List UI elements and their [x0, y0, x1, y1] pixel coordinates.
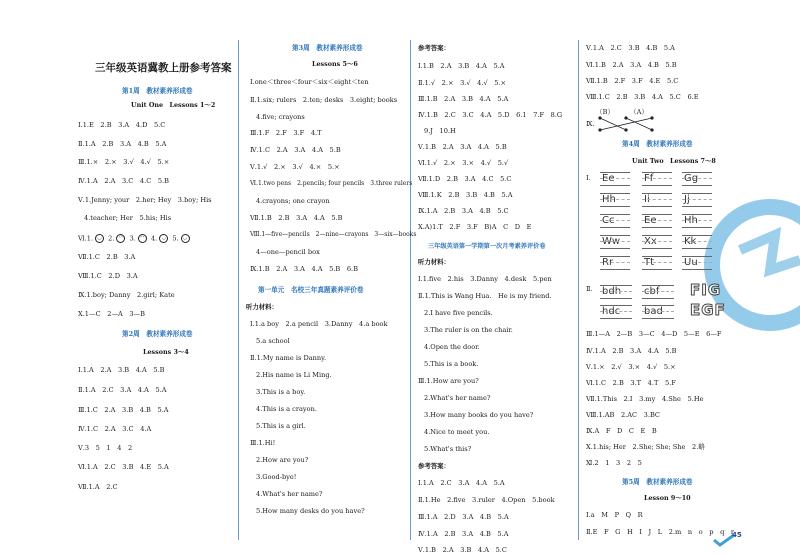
answer-line: Ⅶ.1.C 2.B 3.A — [78, 253, 136, 261]
answer-line: Ⅱ.1.He 2.five 3.ruler 4.Open 5.book — [418, 496, 555, 504]
smile-icon: ◡ — [95, 234, 104, 243]
page-title: 三年级英语冀教上册参考答案 — [95, 62, 232, 74]
answer-line: Ⅶ.1.This 2.I 3.my 4.She 5.He — [586, 395, 704, 403]
answer-line: Ⅲ.1.A 2.D 3.A 4.B 5.A — [418, 513, 509, 521]
week2-heading: 第2周 教材素养形成卷 — [122, 330, 193, 338]
answer-line: Ⅵ.1.A 2.C 3.B 4.E 5.A — [78, 463, 169, 471]
answer-line: Ⅱ.1.√ 2.× 3.√ 4.√ 5.× — [418, 79, 507, 87]
answer-line: Ⅲ.1—A 2—B 3—C 4—D 5—E 6—F — [586, 330, 722, 338]
column-divider — [578, 40, 579, 540]
lessons34-heading: Lessons 3～4 — [143, 348, 189, 356]
answer-line: Ⅰ.1.A 2.A 3.B 4.A 5.B — [78, 366, 165, 374]
smiley-label: Ⅵ.1. — [78, 234, 94, 243]
handwriting-cell: bdh — [600, 285, 632, 299]
exam-heading: 三年级英语第一学期第一次月考素养评价卷 — [428, 243, 546, 250]
listening-material-label: 听力材料： — [418, 258, 450, 266]
answer-line: Ⅱ.1.My name is Danny. — [250, 354, 327, 362]
handwriting-cell: Xx — [642, 235, 672, 249]
frown-icon: ◠ — [138, 234, 147, 243]
outlined-letters: FIG — [690, 281, 722, 299]
answer-line: Ⅴ.3 5 1 4 2 — [78, 444, 133, 452]
answer-line: Ⅱ.1.A 2.B 3.A 4.B 5.A — [78, 140, 167, 148]
answer-line: 5.This is a girl. — [256, 422, 306, 430]
writing-label: Ⅰ. — [586, 174, 591, 182]
answer-line: Ⅵ.1.C 2.B 3.T 4.T 5.F — [586, 379, 676, 387]
handwriting-cell: Rr — [600, 256, 630, 270]
week5-heading: 第5周 教材素养形成卷 — [622, 478, 693, 486]
handwriting-cell: Ee — [642, 214, 672, 228]
matching-b-label: （B） — [596, 108, 615, 116]
answer-line: Ⅰ.a M P Q R — [586, 511, 643, 519]
answer-line: 4.This is a crayon. — [256, 405, 317, 413]
handwriting-cell: Ii — [642, 193, 672, 207]
answer-line: Ⅷ.1.AB 2.AC 3.BC — [586, 411, 660, 419]
answer-line: Ⅰ.1.E 2.B 3.A 4.D 5.C — [78, 121, 166, 129]
answer-line: 4.What's her name? — [256, 490, 323, 498]
answer-line: Ⅸ.A F D C E B — [586, 427, 657, 435]
matching-a-label: （A） — [630, 108, 648, 116]
handwriting-cell: Ee — [600, 172, 630, 186]
exam-heading: 第一单元 名校三年真题素养评价卷 — [258, 286, 364, 294]
handwriting-cell: Hh — [600, 193, 630, 207]
answer-line: Ⅲ.1.Hi! — [250, 439, 276, 447]
answer-line: Ⅶ.1.A 2.C — [78, 483, 118, 491]
answer-line: Ⅴ.1.A 2.C 3.B 4.B 5.A — [586, 44, 675, 52]
answer-line: 3.Good-bye! — [256, 473, 297, 481]
answer-line: Ⅳ.1.A 2.B 3.A 4.A 5.B — [586, 347, 677, 355]
reference-answer-label: 参考答案： — [418, 44, 450, 52]
answer-line: Ⅰ.1.B 2.A 3.B 4.A 5.A — [418, 62, 505, 70]
answer-line: Ⅹ.A)1.T 2.F 3.F B)A C D E — [418, 223, 532, 231]
answer-line: Ⅰ.one＜three＜four＜six＜eight＜ten — [250, 78, 369, 86]
smiley-num: 2. — [108, 234, 115, 243]
column-divider — [410, 40, 411, 540]
matching-lines — [596, 114, 666, 136]
handwriting-cell: Kk — [682, 235, 712, 249]
answer-line: 5.What's this? — [424, 445, 472, 453]
answer-line: Ⅶ.1.B 2.B 3.A 4.A 5.B — [250, 214, 343, 222]
smiley-answer-line — [78, 234, 192, 243]
answer-line: 4.Nice to meet you. — [424, 428, 490, 436]
answer-line: Ⅰ.1.five 2.his 3.Danny 4.desk 5.pen — [418, 275, 552, 283]
matching-label: Ⅸ. — [586, 120, 595, 128]
answer-line: Ⅲ.1.C 2.A 3.B 4.B 5.A — [78, 406, 169, 414]
writing2-label: Ⅱ. — [586, 285, 593, 293]
answer-line: 4.Open the door. — [424, 343, 480, 351]
handwriting-cell: Jj — [682, 193, 712, 207]
answer-line: Ⅹ.1.his; Her 2.She; She; She 2.略 — [586, 443, 705, 451]
answer-line: Ⅷ.1.C 2.D 3.A — [78, 272, 138, 280]
answer-line: Ⅸ.1.A 2.B 3.A 4.B 5.C — [418, 207, 509, 215]
page-number: 45 — [732, 531, 742, 539]
answer-line: Ⅰ.1.A 2.C 3.A 4.A 5.A — [418, 479, 505, 487]
handwriting-cell: Ff — [642, 172, 672, 186]
handwriting-cell: bad — [642, 305, 674, 319]
answer-line: 2.His name is Li Ming. — [256, 371, 332, 379]
answer-line: Ⅲ.1.F 2.F 3.F 4.T — [250, 129, 322, 137]
answer-line: Ⅴ.1.B 2.A 3.A 4.A 5.B — [418, 143, 507, 151]
answer-line: Ⅲ.1.B 2.A 3.B 4.A 5.A — [418, 95, 509, 103]
column-divider — [238, 40, 239, 540]
smile-icon: ◡ — [181, 234, 190, 243]
column-4 — [582, 0, 800, 556]
answer-line: Ⅹ.1—C 2—A 3—B — [78, 310, 145, 318]
week4-heading: 第4周 教材素养形成卷 — [622, 140, 693, 148]
answer-line: 2.What's her name? — [424, 394, 491, 402]
handwriting-cell: Uu — [682, 256, 712, 270]
answer-line: Ⅱ.1.This is Wang Hua. He is my friend. — [418, 292, 552, 300]
answer-line: Ⅱ.1.A 2.C 3.A 4.A 5.A — [78, 386, 167, 394]
answer-line: 4—one—pencil box — [256, 248, 320, 256]
answer-line: Ⅴ.1.× 2.√ 3.× 4.√ 5.× — [586, 363, 676, 371]
answer-line: Ⅶ.1.D 2.B 3.A 4.C 5.C — [418, 175, 512, 183]
answer-line: Ⅶ.1.B 2.F 3.F 4.E 5.C — [586, 77, 679, 85]
unit2-heading: Unit Two Lessons 7～8 — [632, 157, 716, 165]
week1-heading: 第1周 教材素养形成卷 — [122, 87, 193, 95]
answer-line: Ⅳ.1.A 2.B 3.A 4.B 5.A — [418, 530, 509, 538]
answer-line: Ⅴ.1.B 2.A 3.B 4.A 5.C — [418, 546, 507, 554]
answer-line: Ⅵ.1.B 2.A 3.A 4.B 5.B — [586, 61, 677, 69]
smiley-num: 4. — [150, 234, 158, 243]
handwriting-cell: Tt — [642, 256, 672, 270]
answer-line: 2.I have five pencils. — [424, 309, 493, 317]
answer-line: 5.a school — [256, 337, 290, 345]
handwriting-cell: Cc — [600, 214, 630, 228]
handwriting-cell: hdc — [600, 305, 632, 319]
answer-line: Ⅷ.1.C 2.B 3.B 4.A 5.C 6.E — [586, 93, 699, 101]
handwriting-cell: cbf — [642, 285, 674, 299]
week3-heading: 第3周 教材素养形成卷 — [292, 44, 363, 52]
answer-line: Ⅴ.1.√ 2.× 3.√ 4.× 5.× — [250, 163, 340, 171]
answer-line: Ⅳ.1.C 2.A 3.A 4.A 5.B — [250, 146, 341, 154]
answer-line: Ⅵ.1.two pens 2.pencils; four pencils 3.three rulers — [250, 180, 413, 187]
handwriting-cell: Hh — [682, 214, 712, 228]
answer-line: Ⅺ.2 1 3 2 5 — [586, 459, 642, 467]
answer-line: 5.This is a book. — [424, 360, 479, 368]
smiley-num: 5. — [172, 234, 179, 243]
unit1-heading: Unit One Lessons 1～2 — [131, 101, 216, 109]
listening-material-label: 听力材料： — [246, 303, 278, 311]
answer-line: Ⅳ.1.B 2.C 3.C 4.A 5.D 6.1 7.F 8.G — [418, 111, 563, 119]
reference-answer-label: 参考答案： — [418, 462, 450, 470]
answer-line: 4.five; crayons — [256, 113, 305, 121]
answer-line: 9.J 10.H — [424, 127, 456, 135]
frown-icon: ◠ — [116, 234, 125, 243]
lessons910-heading: Lesson 9～10 — [644, 494, 691, 502]
answer-line: Ⅴ.1.Jenny; your 2.her; Hey 3.boy; His — [78, 196, 212, 204]
answer-line: Ⅰ.1.a boy 2.a pencil 3.Danny 4.a book — [250, 320, 388, 328]
answer-line: Ⅳ.1.C 2.A 3.C 4.A — [78, 425, 152, 433]
answer-line: 3.The ruler is on the chair. — [424, 326, 513, 334]
column-2 — [242, 0, 417, 556]
answer-line: Ⅸ.1.boy; Danny 2.girl; Kate — [78, 291, 175, 299]
smiley-num: 3. — [129, 234, 136, 243]
answer-line: Ⅸ.1.B 2.A 3.A 4.A 5.B 6.B — [250, 265, 358, 273]
handwriting-cell: Gg — [682, 172, 712, 186]
answer-line: 3.This is a boy. — [256, 388, 306, 396]
column-1 — [0, 0, 236, 556]
answer-line: Ⅷ.1—five—pencils 2—nine—crayons 3—six—books — [250, 231, 417, 238]
smile-icon: ◡ — [159, 234, 168, 243]
answer-line: 4.teacher; Her 5.his; His — [84, 214, 172, 222]
answer-line: 3.How many books do you have? — [424, 411, 534, 419]
answer-line: 2.How are you? — [256, 456, 309, 464]
answer-line: Ⅳ.1.A 2.A 3.C 4.C 5.B — [78, 177, 169, 185]
answer-line: Ⅱ.1.six; rulers 2.ten; desks 3.eight; books — [250, 96, 398, 104]
answer-line: Ⅱ.E F G H I J L 2.m n o p q r — [586, 528, 735, 536]
answer-line: 5.How many desks do you have? — [256, 507, 365, 515]
answer-line: Ⅲ.1.× 2.× 3.√ 4.√ 5.× — [78, 158, 170, 166]
handwriting-cell: Ww — [600, 235, 630, 249]
column-3 — [414, 0, 576, 556]
lessons56-heading: Lessons 5～6 — [312, 60, 358, 68]
answer-line: Ⅵ.1.√ 2.× 3.× 4.√ 5.√ — [418, 159, 509, 167]
outlined-letters: EGF — [690, 301, 726, 319]
answer-line: Ⅷ.1.K 2.B 3.B 4.B 5.A — [418, 191, 513, 199]
answer-line: Ⅲ.1.How are you? — [418, 377, 479, 385]
answer-line: 4.crayons; one crayon — [256, 197, 330, 205]
